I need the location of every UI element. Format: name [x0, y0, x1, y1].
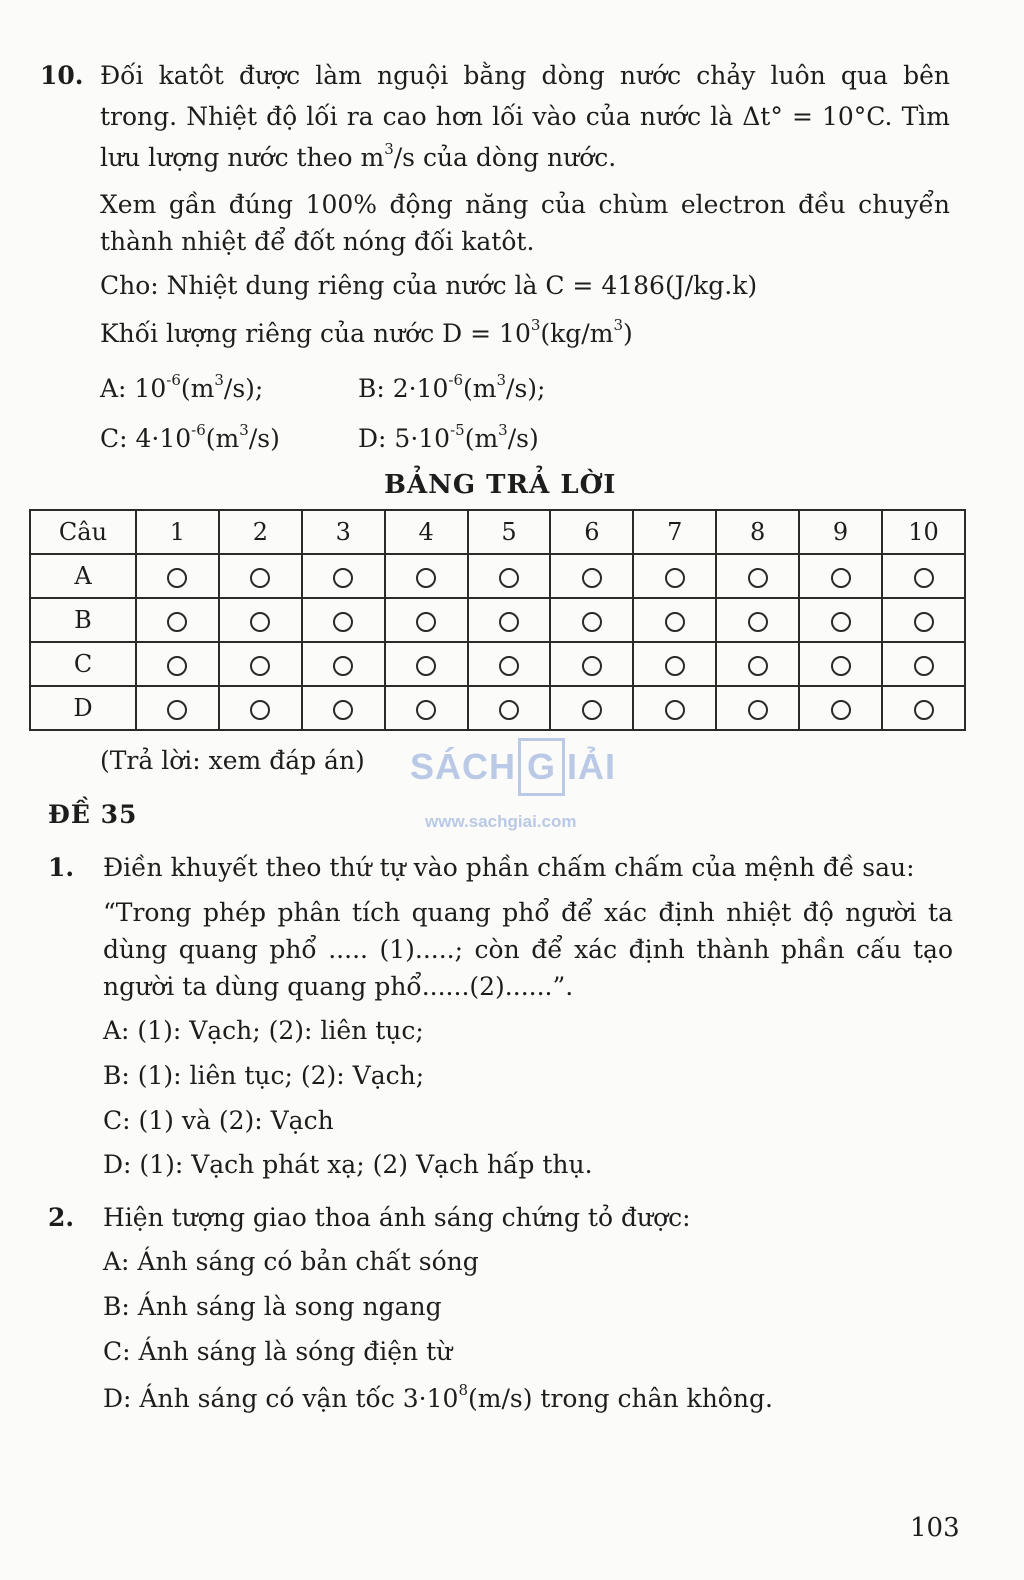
text-fragment: /s của dòng nước.: [393, 143, 617, 172]
answer-bubble-icon[interactable]: [914, 568, 934, 588]
option-c: [100, 423, 280, 455]
answer-bubble-icon[interactable]: [250, 568, 270, 588]
answer-cell: [302, 554, 385, 598]
text-fragment: Khối lượng riêng của nước D = 10: [100, 319, 531, 348]
question-text-line: thành nhiệt để đốt nóng đối katôt.: [100, 227, 535, 256]
answer-cell: [468, 598, 551, 642]
answer-cell: [302, 686, 385, 730]
text-fragment: D: 5·10: [358, 424, 451, 453]
answer-bubble-icon[interactable]: [831, 568, 851, 588]
answer-bubble-icon[interactable]: [914, 612, 934, 632]
question-number: 10.: [40, 61, 84, 90]
answer-bubble-icon[interactable]: [499, 568, 519, 588]
answer-cell: [550, 642, 633, 686]
question-number: 1.: [48, 853, 75, 882]
table-header-cell: 2: [219, 510, 302, 554]
answer-cell: [385, 642, 468, 686]
table-header-cell: 9: [799, 510, 882, 554]
answer-bubble-icon[interactable]: [665, 568, 685, 588]
answer-bubble-icon[interactable]: [416, 700, 436, 720]
text-fragment: D: Ánh sáng có vận tốc 3·10: [103, 1384, 459, 1413]
option-b: [358, 373, 545, 405]
answer-cell: [468, 554, 551, 598]
text-fragment: (m: [180, 374, 215, 403]
option-a: A: (1): Vạch; (2): liên tục;: [103, 1016, 424, 1045]
answer-cell: [219, 686, 302, 730]
answer-bubble-icon[interactable]: [416, 656, 436, 676]
superscript: -6: [191, 421, 206, 439]
superscript: 3: [498, 421, 508, 439]
answer-cell: [385, 686, 468, 730]
answer-bubble-icon[interactable]: [831, 656, 851, 676]
answer-cell: [882, 686, 965, 730]
text-fragment: /s);: [223, 374, 264, 403]
answer-bubble-icon[interactable]: [748, 612, 768, 632]
row-label: A: [30, 554, 136, 598]
answer-cell: [302, 598, 385, 642]
superscript: -5: [450, 421, 465, 439]
answer-bubble-icon[interactable]: [416, 568, 436, 588]
option-a: [100, 373, 263, 405]
answer-table: [29, 509, 966, 731]
answer-bubble-icon[interactable]: [665, 612, 685, 632]
table-header-cell: 4: [385, 510, 468, 554]
superscript: 3: [530, 316, 541, 334]
table-row: [30, 642, 965, 686]
text-fragment: (m/s) trong chân không.: [467, 1384, 773, 1413]
answer-bubble-icon[interactable]: [333, 568, 353, 588]
answer-bubble-icon[interactable]: [499, 612, 519, 632]
answer-bubble-icon[interactable]: [831, 700, 851, 720]
table-header-cell: 6: [550, 510, 633, 554]
watermark-text: IẢI: [567, 746, 617, 787]
question-stem: Điền khuyết theo thứ tự vào phần chấm chấm của mệnh đề sau:: [103, 853, 915, 882]
answer-bubble-icon[interactable]: [831, 612, 851, 632]
watermark-text: SÁCH: [410, 746, 517, 787]
answer-cell: [136, 686, 219, 730]
answer-cell: [136, 642, 219, 686]
answer-cell: [468, 642, 551, 686]
answer-bubble-icon[interactable]: [333, 656, 353, 676]
answer-bubble-icon[interactable]: [416, 612, 436, 632]
option-d: D: (1): Vạch phát xạ; (2) Vạch hấp thụ.: [103, 1150, 593, 1179]
question-text-line: trong. Nhiệt độ lối ra cao hơn lối vào của nước là Δt° = 10°C. Tìm: [100, 102, 950, 131]
answer-bubble-icon[interactable]: [333, 700, 353, 720]
question-number: 2.: [48, 1203, 75, 1232]
answer-bubble-icon[interactable]: [748, 568, 768, 588]
answer-cell: [799, 686, 882, 730]
text-fragment: (m: [205, 424, 240, 453]
question-text-line: Đối katôt được làm nguội bằng dòng nước chảy luôn qua bên: [100, 61, 950, 90]
answer-bubble-icon[interactable]: [665, 656, 685, 676]
answer-cell: [219, 642, 302, 686]
answer-bubble-icon[interactable]: [499, 656, 519, 676]
row-label: C: [30, 642, 136, 686]
table-header-cell: 10: [882, 510, 965, 554]
answer-table-title: BẢNG TRẢ LỜI: [384, 470, 617, 500]
table-header-cell: Câu: [30, 510, 136, 554]
table-header-cell: 1: [136, 510, 219, 554]
question-text-line: người ta dùng quang phổ......(2)......”.: [103, 972, 574, 1001]
row-label: D: [30, 686, 136, 730]
option-d: [103, 1383, 773, 1415]
text-fragment: A: 10: [100, 374, 167, 403]
answer-cell: [385, 554, 468, 598]
answer-cell: [468, 686, 551, 730]
answer-bubble-icon[interactable]: [333, 612, 353, 632]
answer-bubble-icon[interactable]: [499, 700, 519, 720]
watermark-url: www.sachgiai.com: [425, 812, 577, 831]
superscript: -6: [166, 371, 181, 389]
watermark-box-letter: G: [518, 738, 565, 796]
answer-cell: [799, 554, 882, 598]
page-number: 103: [910, 1513, 960, 1543]
table-row: [30, 598, 965, 642]
question-text-line: [100, 318, 633, 350]
answer-bubble-icon[interactable]: [665, 700, 685, 720]
superscript: -6: [448, 371, 464, 389]
question-text-line: dùng quang phổ ..... (1).....; còn để xác định thành phần cấu tạo: [103, 935, 953, 964]
answer-bubble-icon[interactable]: [914, 656, 934, 676]
answer-cell: [550, 554, 633, 598]
table-header-cell: 3: [302, 510, 385, 554]
answer-bubble-icon[interactable]: [748, 656, 768, 676]
watermark-logo: [410, 738, 616, 796]
table-row: [30, 686, 965, 730]
answer-bubble-icon[interactable]: [167, 568, 187, 588]
text-fragment: C: 4·10: [100, 424, 192, 453]
section-heading: ĐỀ 35: [48, 800, 138, 829]
superscript: 3: [239, 421, 249, 439]
answer-cell: [550, 686, 633, 730]
answer-cell: [799, 642, 882, 686]
option-a: A: Ánh sáng có bản chất sóng: [103, 1247, 479, 1276]
option-b: B: (1): liên tục; (2): Vạch;: [103, 1061, 425, 1090]
table-header-cell: 7: [633, 510, 716, 554]
answer-cell: [385, 598, 468, 642]
text-fragment: /s): [248, 424, 280, 453]
answer-cell: [633, 554, 716, 598]
answer-bubble-icon[interactable]: [914, 700, 934, 720]
answer-bubble-icon[interactable]: [167, 612, 187, 632]
answer-cell: [550, 598, 633, 642]
superscript: 3: [496, 371, 507, 389]
answer-cell: [302, 642, 385, 686]
answer-bubble-icon[interactable]: [167, 656, 187, 676]
answer-cell: [799, 598, 882, 642]
table-header-cell: 8: [716, 510, 799, 554]
question-text-line: “Trong phép phân tích quang phổ để xác định nhiệt độ người ta: [103, 898, 953, 927]
text-fragment: lưu lượng nước theo m: [100, 143, 385, 172]
text-fragment: /s);: [506, 374, 546, 403]
superscript: 3: [613, 316, 623, 334]
answer-cell: [633, 598, 716, 642]
answer-bubble-icon[interactable]: [582, 568, 602, 588]
answer-cell: [716, 554, 799, 598]
text-fragment: (m: [463, 374, 497, 403]
table-header-cell: 5: [468, 510, 551, 554]
answer-cell: [633, 642, 716, 686]
text-fragment: ): [623, 319, 633, 348]
answer-note: (Trả lời: xem đáp án): [100, 746, 365, 775]
answer-cell: [716, 642, 799, 686]
option-d: [358, 423, 539, 455]
answer-bubble-icon[interactable]: [250, 656, 270, 676]
text-fragment: (kg/m: [540, 319, 614, 348]
answer-bubble-icon[interactable]: [250, 612, 270, 632]
answer-bubble-icon[interactable]: [582, 656, 602, 676]
answer-cell: [219, 554, 302, 598]
row-label: B: [30, 598, 136, 642]
answer-cell: [633, 686, 716, 730]
superscript: 3: [214, 371, 224, 389]
table-header-row: [30, 510, 965, 554]
question-text-line: Xem gần đúng 100% động năng của chùm electron đều chuyển: [100, 190, 950, 219]
question-stem: Hiện tượng giao thoa ánh sáng chứng tỏ được:: [103, 1203, 691, 1232]
answer-bubble-icon[interactable]: [582, 700, 602, 720]
answer-bubble-icon[interactable]: [167, 700, 187, 720]
answer-bubble-icon[interactable]: [250, 700, 270, 720]
answer-cell: [136, 554, 219, 598]
text-fragment: B: 2·10: [358, 374, 449, 403]
table-row: [30, 554, 965, 598]
answer-cell: [882, 598, 965, 642]
text-fragment: /s): [507, 424, 539, 453]
answer-bubble-icon[interactable]: [582, 612, 602, 632]
option-b: B: Ánh sáng là song ngang: [103, 1292, 442, 1321]
answer-cell: [219, 598, 302, 642]
answer-cell: [136, 598, 219, 642]
answer-cell: [882, 554, 965, 598]
answer-cell: [882, 642, 965, 686]
answer-bubble-icon[interactable]: [748, 700, 768, 720]
option-c: C: (1) và (2): Vạch: [103, 1106, 334, 1135]
option-c: C: Ánh sáng là sóng điện từ: [103, 1337, 453, 1366]
answer-cell: [716, 598, 799, 642]
answer-cell: [716, 686, 799, 730]
superscript: 3: [384, 140, 394, 158]
text-fragment: (m: [464, 424, 499, 453]
superscript: 8: [458, 1381, 468, 1399]
question-text-line: Cho: Nhiệt dung riêng của nước là C = 4186(J/kg.k): [100, 271, 758, 300]
question-text-line: [100, 142, 616, 174]
